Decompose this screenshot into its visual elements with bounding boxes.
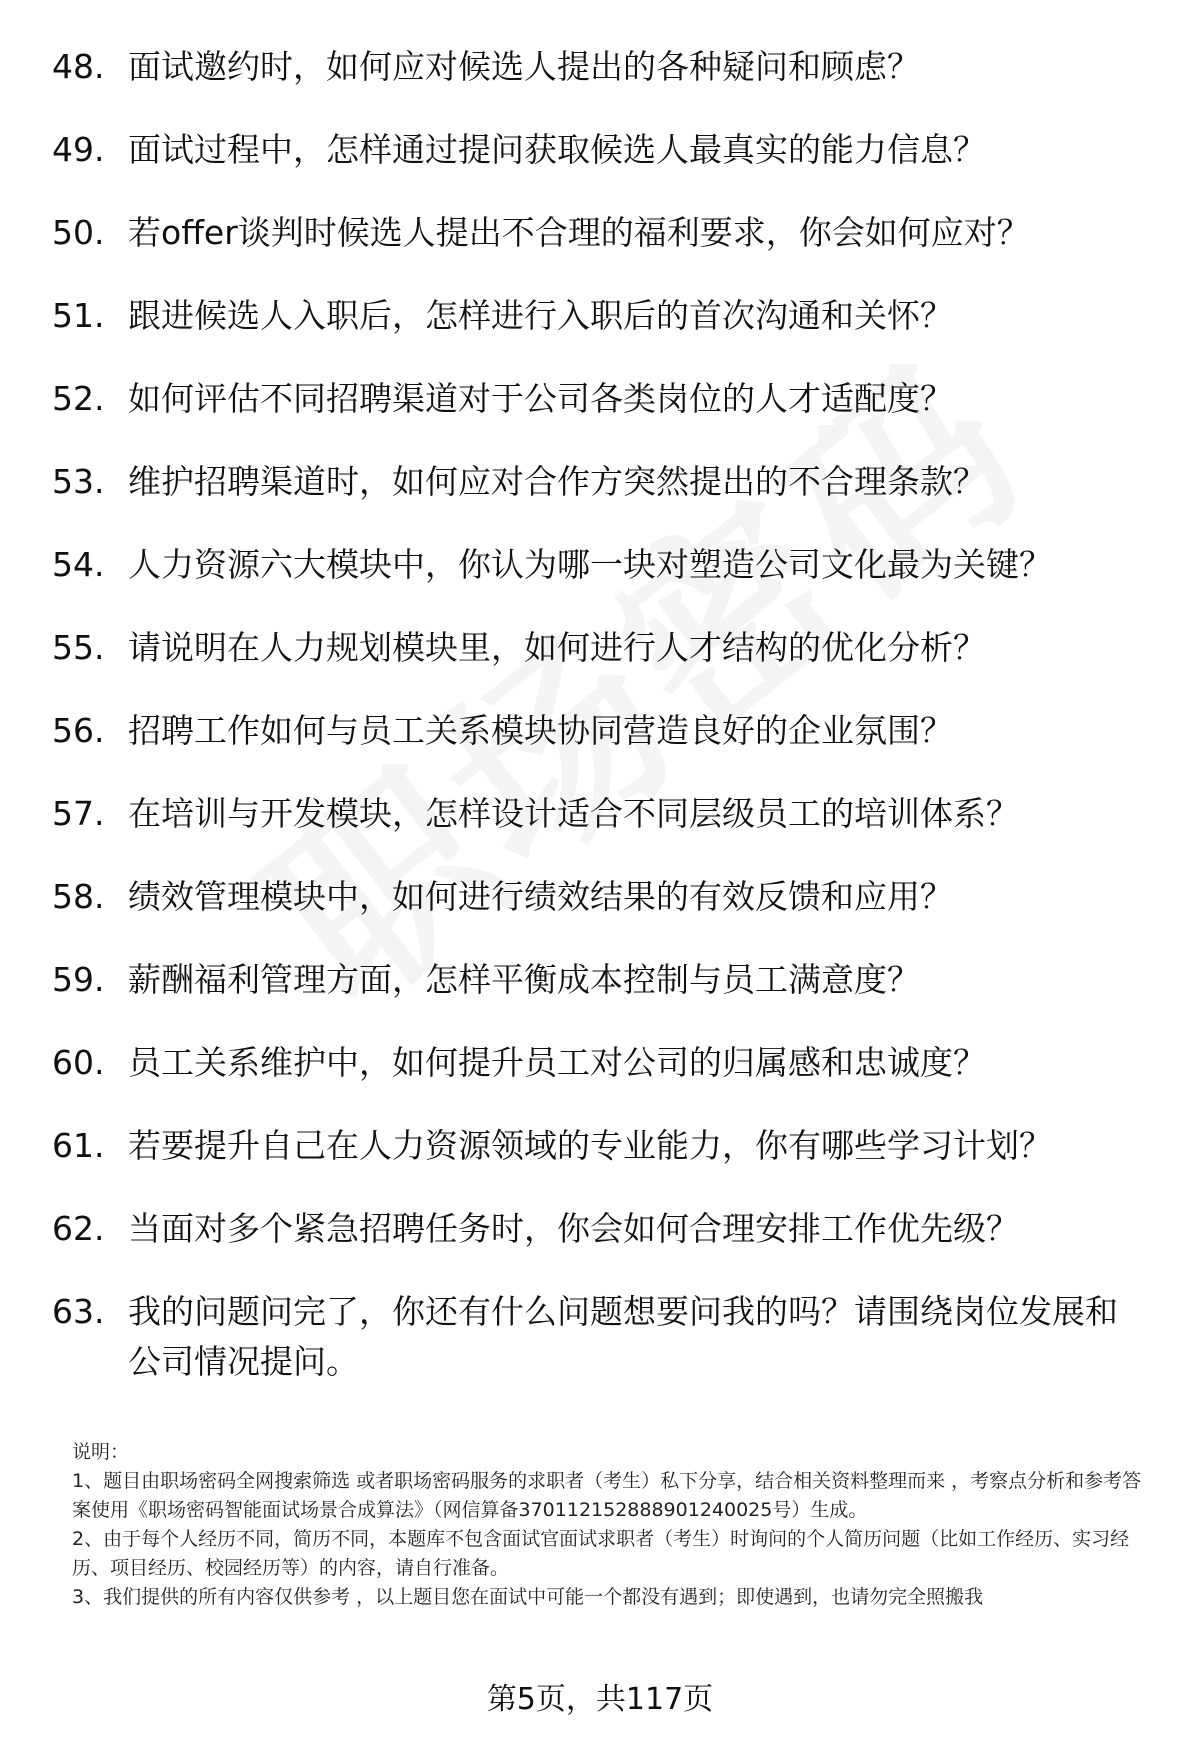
question-number: 54. bbox=[52, 545, 105, 584]
question-item bbox=[0, 208, 1200, 258]
question-number: 51. bbox=[52, 296, 105, 335]
question-text: 若offer谈判时候选人提出不合理的福利要求，你会如何应对？ bbox=[128, 213, 1030, 252]
question-item bbox=[0, 1287, 1200, 1387]
question-number: 59. bbox=[52, 960, 105, 999]
question-number: 48. bbox=[52, 47, 105, 86]
question-text: 薪酬福利管理方面，怎样平衡成本控制与员工满意度？ bbox=[128, 960, 920, 999]
question-item bbox=[0, 706, 1200, 756]
question-text: 绩效管理模块中，如何进行绩效结果的有效反馈和应用？ bbox=[128, 877, 953, 916]
note-item: 2、由于每个人经历不同，简历不同，本题库不包含面试官面试求职者（考生）时询问的个人简历问题（比如工作经历、实习经历、项目经历、校园经历等）的内容，请自行准备。 bbox=[72, 1528, 1130, 1579]
question-text: 在培训与开发模块，怎样设计适合不同层级员工的培训体系？ bbox=[128, 794, 1019, 833]
question-text: 维护招聘渠道时，如何应对合作方突然提出的不合理条款？ bbox=[128, 462, 986, 501]
note-item: 1、题目由职场密码全网搜索筛选 或者职场密码服务的求职者（考生）私下分享，结合相关资料整理而来 ，考察点分析和参考答案使用《职场密码智能面试场景合成算法》（网信算备370112152888901240025号）生成。 bbox=[72, 1470, 1142, 1521]
question-number: 63. bbox=[52, 1292, 105, 1331]
question-text: 跟进候选人入职后，怎样进行入职后的首次沟通和关怀？ bbox=[128, 296, 953, 335]
question-item bbox=[0, 457, 1200, 507]
question-number: 58. bbox=[52, 877, 105, 916]
notes-section bbox=[72, 1438, 1148, 1612]
question-number: 55. bbox=[52, 628, 105, 667]
question-item bbox=[0, 623, 1200, 673]
question-item bbox=[0, 42, 1200, 92]
question-text: 员工关系维护中，如何提升员工对公司的归属感和忠诚度？ bbox=[128, 1043, 986, 1082]
question-item bbox=[0, 872, 1200, 922]
note-item: 3、我们提供的所有内容仅供参考 ，以上题目您在面试中可能一个都没有遇到；即使遇到，也请勿完全照搬我 bbox=[72, 1586, 984, 1608]
question-text: 请说明在人力规划模块里，如何进行人才结构的优化分析？ bbox=[128, 628, 986, 667]
question-item bbox=[0, 789, 1200, 839]
question-item bbox=[0, 374, 1200, 424]
question-item bbox=[0, 125, 1200, 175]
question-list bbox=[0, 42, 1200, 1420]
question-text: 面试过程中，怎样通过提问获取候选人最真实的能力信息？ bbox=[128, 130, 986, 169]
page-number: 第5页，共117页 bbox=[486, 1682, 714, 1717]
question-item bbox=[0, 1204, 1200, 1254]
question-number: 61. bbox=[52, 1126, 105, 1165]
question-text: 如何评估不同招聘渠道对于公司各类岗位的人才适配度？ bbox=[128, 379, 953, 418]
notes-heading: 说明： bbox=[72, 1441, 130, 1463]
question-item bbox=[0, 1038, 1200, 1088]
question-text: 人力资源六大模块中，你认为哪一块对塑造公司文化最为关键？ bbox=[128, 545, 1052, 584]
question-text: 面试邀约时，如何应对候选人提出的各种疑问和顾虑？ bbox=[128, 47, 920, 86]
question-number: 57. bbox=[52, 794, 105, 833]
question-text: 若要提升自己在人力资源领域的专业能力，你有哪些学习计划？ bbox=[128, 1126, 1052, 1165]
question-item bbox=[0, 291, 1200, 341]
question-number: 49. bbox=[52, 130, 105, 169]
question-number: 62. bbox=[52, 1209, 105, 1248]
question-number: 56. bbox=[52, 711, 105, 750]
question-text: 我的问题问完了，你还有什么问题想要问我的吗？请围绕岗位发展和公司情况提问。 bbox=[128, 1292, 1118, 1381]
question-number: 50. bbox=[52, 213, 105, 252]
question-item bbox=[0, 955, 1200, 1005]
question-item bbox=[0, 1121, 1200, 1171]
question-text: 招聘工作如何与员工关系模块协同营造良好的企业氛围？ bbox=[128, 711, 953, 750]
question-number: 60. bbox=[52, 1043, 105, 1082]
question-number: 52. bbox=[52, 379, 105, 418]
question-number: 53. bbox=[52, 462, 105, 501]
question-item bbox=[0, 540, 1200, 590]
question-text: 当面对多个紧急招聘任务时，你会如何合理安排工作优先级？ bbox=[128, 1209, 1019, 1248]
